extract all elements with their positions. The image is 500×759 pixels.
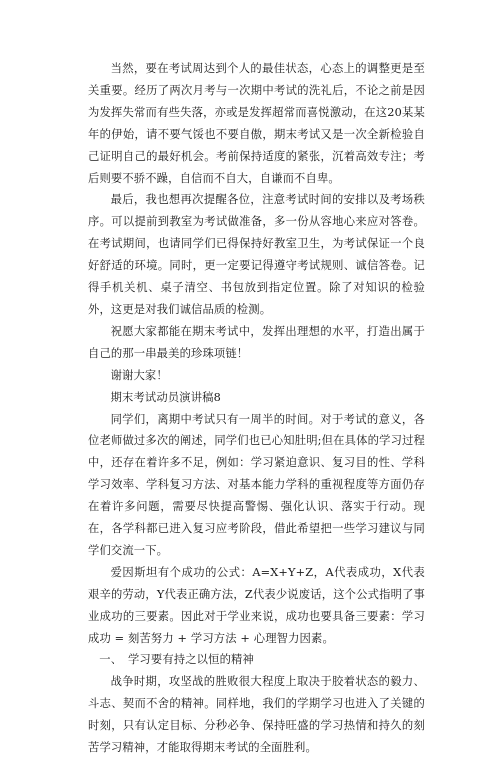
subheading: 一、 学习要有持之以恒的精神: [99, 653, 254, 667]
paragraph: 爱因斯坦有个成功的公式：A=X+Y+Z，A代表成功，X代表艰辛的劳动，Y代表正确方法，Z代表少说废话，这个公式指明了事业成功的三要素。因此对于学业来说，成功也要具备三要素：学习成功 = 刻苦努力 + 学习方法 + 心理智力因素。: [88, 565, 425, 645]
paragraph: 战争时期，攻坚战的胜败很大程度上取决于胶着状态的毅力、斗志、契而不舍的精神。同样地，我们的学期学习也进入了关键的时刻，只有认定目标、分秒必争、保持旺盛的学习热情和持久的刻苦学习精神，才能取得期末考试的全面胜利。: [88, 675, 425, 755]
document-body: [88, 58, 425, 759]
paragraph: 同学们，离期中考试只有一周半的时间。对于考试的意义，各位老师做过多次的阐述，同学们也已心知肚明;但在具体的学习过程中，还存在着许多不足，例如：学习紧迫意识、复习目的性、学科学习效率、学科复习方法、对基本能力学科的重视程度等方面仍存在着许多问题，需要尽快提高警惕、强化认识、落实于行动。现在，各学科都已进入复习应考阶段，借此希望把一些学习建议与同学们交流一下。: [88, 412, 425, 557]
paragraph: 当然，要在考试周达到个人的最佳状态，心态上的调整更是至关重要。经历了两次月考与一次期中考试的洗礼后，不论之前是因为发挥失常而有些失落，亦或是发挥超常而喜悦激动，在这20某某年的伊始，请不要气馁也不要自傲，期末考试又是一次全新检验自己证明自己的最好机会。考前保持适度的紧张，沉着高效专注；考后则要不骄不躁，自信而不自大，自谦而不自卑。: [88, 62, 425, 185]
paragraph: 最后，我也想再次提醒各位，注意考试时间的安排以及考场秩序。可以提前到教室为考试做准备，多一份从容地心来应对答卷。在考试期间，也请同学们已得保持好教室卫生，为考试保证一个良好舒适的环境。同时，更一定要记得遵守考试规则、诚信答卷。记得手机关机、桌子清空、书包放到指定位置。除了对知识的检验外，这更是对我们诚信品质的检测。: [88, 193, 425, 316]
paragraph: 祝愿大家都能在期末考试中，发挥出理想的水平，打造出属于自己的那一串最美的珍珠项链！: [88, 324, 425, 360]
section-title: 期末考试动员演讲稿8: [110, 390, 221, 404]
closing-line: 谢谢大家！: [110, 368, 168, 382]
